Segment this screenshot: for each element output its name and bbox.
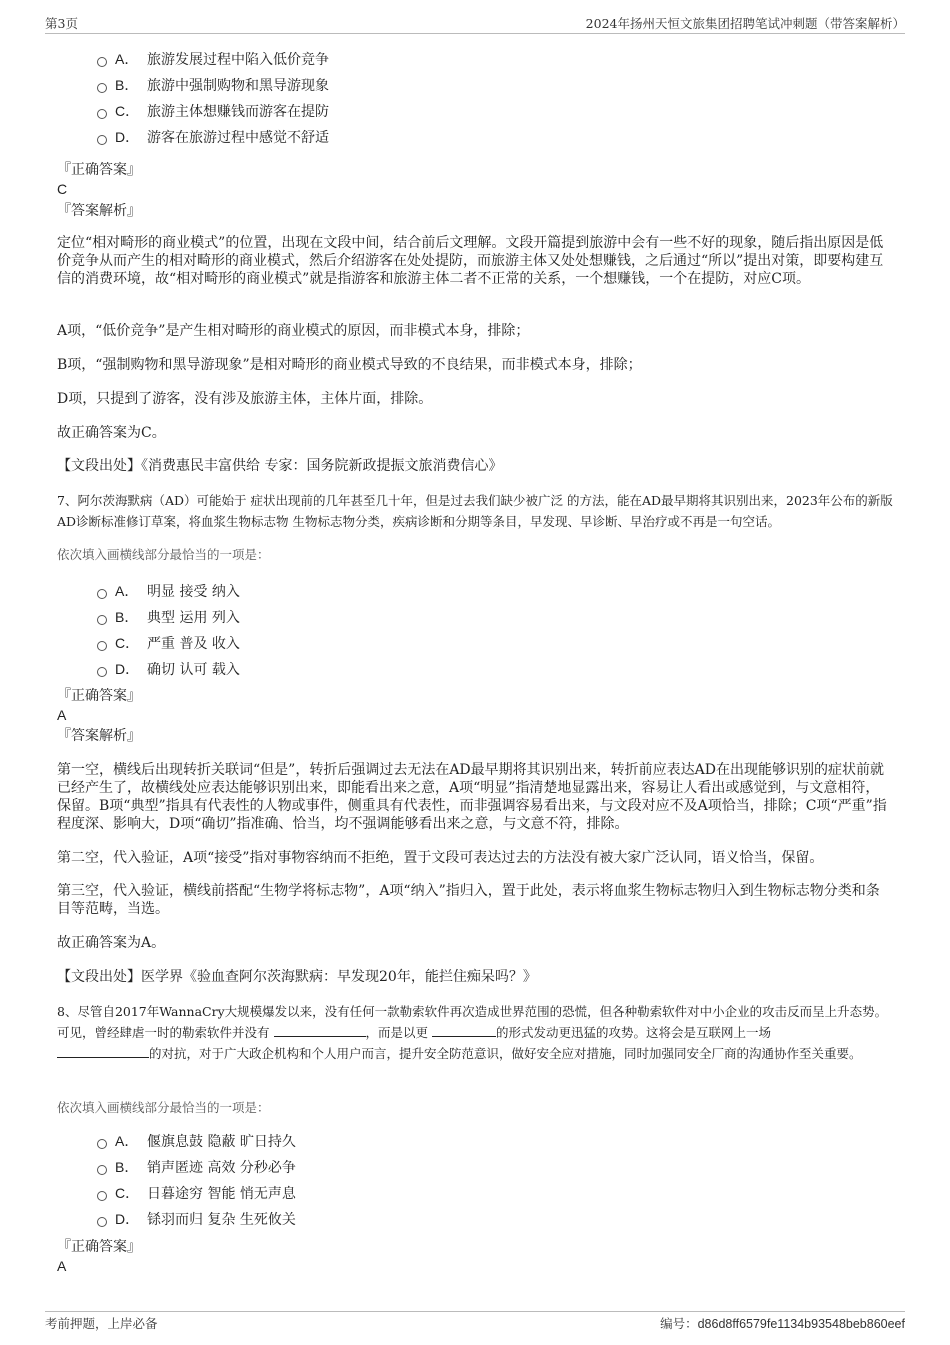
q7-option-a[interactable]: A． 明显 接受 纳入 xyxy=(97,578,240,604)
radio-icon[interactable] xyxy=(97,135,107,145)
q8-blank-3 xyxy=(57,1045,149,1058)
radio-icon[interactable] xyxy=(97,667,107,677)
q7-option-b[interactable]: B． 典型 运用 列入 xyxy=(97,604,240,630)
q6-analysis-p2: A项，“低价竞争”是产生相对畸形的商业模式的原因，而非模式本身，排除； xyxy=(57,323,530,339)
q6-analysis-p1: 定位“相对畸形的商业模式”的位置，出现在文段中间，结合前后文理解。文段开篇提到旅游中会有一些不好的现象，随后指出原因是低价竞争从而产生的相对畸形的商业模式，然后介绍游客在处处提防，而旅游主体又处处想赚钱，之后通过“所以”提出对策，即要构建互信的消费环境，故“相对畸形的商业模式”就是指游客和旅游主体二者不正常的关系，一个想赚钱，一个在提防，对应C项。 xyxy=(57,235,884,287)
q6-option-b[interactable]: B． 旅游中强制购物和黑导游现象 xyxy=(97,72,329,98)
q6-analysis-p3: B项，“强制购物和黑导游现象”是相对畸形的商业模式导致的不良结果，而非模式本身，排除； xyxy=(57,357,642,373)
q6-analysis-p4: D项，只提到了游客，没有涉及旅游主体，主体片面，排除。 xyxy=(57,391,433,407)
q7-analysis-p3: 第三空，代入验证，横线前搭配“生物学将标志物”，A项“纳入”指归入，置于此处，表示将血浆生物标志物归入到生物标志物分类和条目等范畴，当选。 xyxy=(57,883,880,917)
radio-icon[interactable] xyxy=(97,57,107,67)
q7-analysis-label: 『答案解析』 xyxy=(57,728,141,744)
document-title: 2024年扬州天恒文旅集团招聘笔试冲刺题（带答案解析） xyxy=(585,16,905,31)
radio-icon[interactable] xyxy=(97,1191,107,1201)
q8-option-c[interactable]: C． 日暮途穷 智能 悄无声息 xyxy=(97,1180,296,1206)
q7-correct-answer-label: 『正确答案』 xyxy=(57,688,141,704)
radio-icon[interactable] xyxy=(97,615,107,625)
footer-slogan: 考前押题，上岸必备 xyxy=(45,1316,158,1331)
q6-answer: C xyxy=(57,181,68,197)
q8-option-b[interactable]: B． 销声匿迹 高效 分秒必争 xyxy=(97,1154,296,1180)
radio-icon[interactable] xyxy=(97,1217,107,1227)
q8-options xyxy=(97,1128,296,1232)
q8-prompt: 依次填入画横线部分最恰当的一项是： xyxy=(57,1100,270,1115)
q7-option-d[interactable]: D． 确切 认可 载入 xyxy=(97,656,240,682)
page-header xyxy=(45,14,905,34)
header-divider xyxy=(45,33,905,34)
q6-options xyxy=(97,46,329,150)
radio-icon[interactable] xyxy=(97,109,107,119)
radio-icon[interactable] xyxy=(97,1139,107,1149)
q7-answer: A xyxy=(57,707,67,723)
q6-source: 【文段出处】《消费惠民丰富供给 专家：国务院新政提振文旅消费信心》 xyxy=(57,458,503,474)
q7-stem: 7、阿尔茨海默病（AD）可能始于 症状出现前的几年甚至几十年，但是过去我们缺少被广泛 的方法，能在AD最早期将其识别出来，2023年公布的新版AD诊断标准修订草案，将血浆生物标志物 生物标志物分类，疾病诊断和分期等条目，早发现、早诊断、早治疗或不再是一句空话。 xyxy=(57,493,893,529)
q6-analysis-label: 『答案解析』 xyxy=(57,203,141,219)
footer-divider xyxy=(45,1311,905,1312)
q7-analysis-p4: 故正确答案为A。 xyxy=(57,935,166,951)
q6-analysis-p5: 故正确答案为C。 xyxy=(57,425,166,441)
q6-option-a[interactable]: A． 旅游发展过程中陷入低价竞争 xyxy=(97,46,329,72)
q8-option-d[interactable]: D． 铩羽而归 复杂 生死攸关 xyxy=(97,1206,296,1232)
q7-options xyxy=(97,578,240,682)
q8-option-a[interactable]: A． 偃旗息鼓 隐蔽 旷日持久 xyxy=(97,1128,296,1154)
q8-blank-2 xyxy=(432,1024,496,1037)
q7-source: 【文段出处】医学界《验血查阿尔茨海默病：早发现20年，能拦住痴呆吗？》 xyxy=(57,969,537,985)
radio-icon[interactable] xyxy=(97,1165,107,1175)
q7-prompt: 依次填入画横线部分最恰当的一项是： xyxy=(57,547,270,562)
q6-correct-answer-label: 『正确答案』 xyxy=(57,162,141,178)
q6-option-d[interactable]: D． 游客在旅游过程中感觉不舒适 xyxy=(97,124,329,150)
q8-answer: A xyxy=(57,1258,67,1274)
q8-correct-answer-label: 『正确答案』 xyxy=(57,1239,141,1255)
radio-icon[interactable] xyxy=(97,589,107,599)
q8-stem: 8、尽管自2017年WannaCry大规模爆发以来，没有任何一款勒索软件再次造成世界范围的恐慌，但各种勒索软件对中小企业的攻击反而呈上升态势。可见，曾经肆虐一时的勒索软件并没有 ，而是以更 的形式发动更迅猛的攻势。这将会是互联网上一场 的对抗，对于广大政企机构和个人用户而言，提升安全防范意识，做好安全应对措施，同时加强同安全厂商的沟通协作至关重要。 xyxy=(57,1004,888,1061)
radio-icon[interactable] xyxy=(97,83,107,93)
page-number: 第3页 xyxy=(45,16,78,31)
q7-option-c[interactable]: C． 严重 普及 收入 xyxy=(97,630,240,656)
q7-analysis-p1: 第一空，横线后出现转折关联词“但是”，转折后强调过去无法在AD最早期将其识别出来，转折前应表达AD在出现能够识别的症状前就已经产生了，故横线处应表达能够识别出来，即能看出来之意，A项“明显”指清楚地显露出来，容易让人看出或感觉到，与文意相符，保留。B项“典型”指具有代表性的人物或事件，侧重具有代表性，而非强调容易看出来，与文段对应不及A项恰当，排除；C项“严重”指程度深、影响大，D项“确切”指准确、恰当，均不强调能够看出来之意，与文意不符，排除。 xyxy=(57,762,887,832)
document-code: 编号：d86d8ff6579fe1134b93548beb860eef xyxy=(660,1317,905,1331)
q6-option-c[interactable]: C． 旅游主体想赚钱而游客在提防 xyxy=(97,98,329,124)
radio-icon[interactable] xyxy=(97,641,107,651)
q7-analysis-p2: 第二空，代入验证，A项“接受”指对事物容纳而不拒绝，置于文段可表达过去的方法没有被大家广泛认同，语义恰当，保留。 xyxy=(57,850,824,866)
q8-blank-1 xyxy=(274,1024,366,1037)
